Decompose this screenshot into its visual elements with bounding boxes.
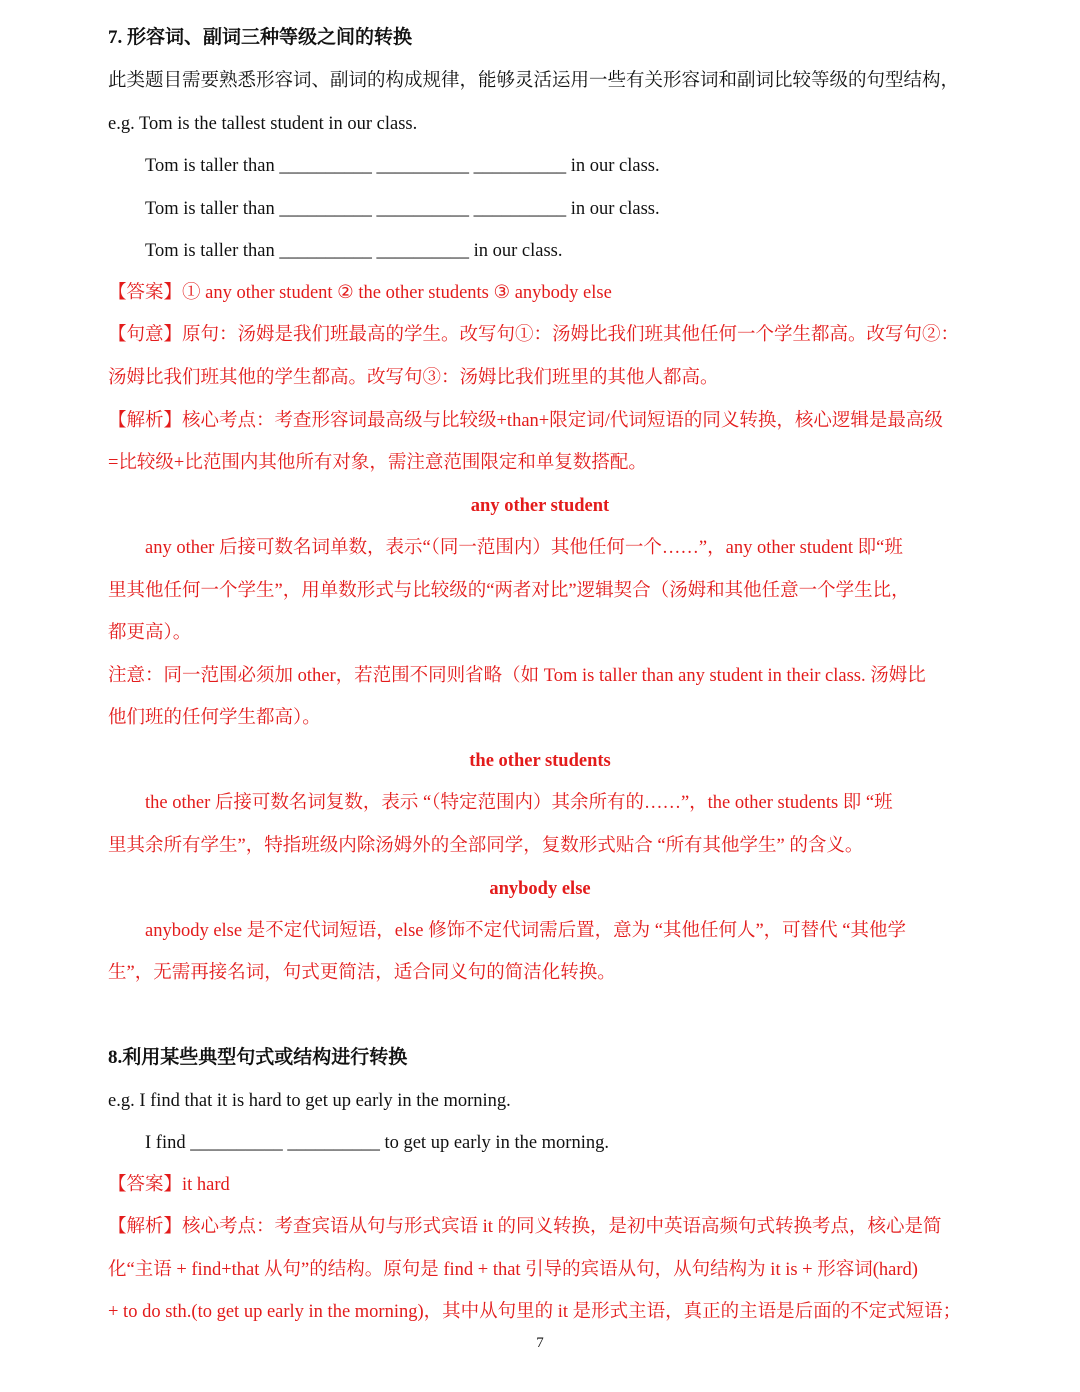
section-7-meaning-line-2: 汤姆比我们班其他的学生都高。改写句③：汤姆比我们班里的其他人都高。 — [108, 368, 719, 388]
note-line-1: 注意：同一范围必须加 other，若范围不同则省略（如 Tom is taller than any student in their class. 汤姆比 — [108, 666, 926, 686]
page-number: 7 — [536, 1335, 544, 1351]
any-other-paragraph-line-2: 里其他任何一个学生”，用单数形式与比较级的“两者对比”逻辑契合（汤姆和其他任意一个学生比， — [108, 581, 910, 601]
any-other-paragraph-line-1: any other 后接可数名词单数，表示“（同一范围内）其他任何一个……”，any other student 即“班 — [145, 538, 903, 558]
section-7-example: e.g. Tom is the tallest student in our class. — [108, 114, 418, 134]
anybody-else-paragraph-line-2: 生”，无需再接名词，句式更简洁，适合同义句的简洁化转换。 — [108, 963, 616, 983]
note-line-2: 他们班的任何学生都高）。 — [108, 708, 321, 728]
anybody-else-paragraph-line-1: anybody else 是不定代词短语，else 修饰不定代词需后置，意为 “其他任何人”，可替代 “其他学 — [145, 921, 906, 941]
section-7-answer: 【答案】① any other student ② the other students ③ anybody else — [108, 283, 612, 303]
section-7-analysis-line-2: =比较级+比范围内其他所有对象，需注意范围限定和单复数搭配。 — [108, 453, 647, 473]
any-other-paragraph-line-3: 都更高）。 — [108, 623, 192, 643]
section-8-example: e.g. I find that it is hard to get up early in the morning. — [108, 1091, 511, 1111]
subheading-anybody-else: anybody else — [489, 879, 591, 899]
the-other-paragraph-line-2: 里其余所有学生”，特指班级内除汤姆外的全部同学，复数形式贴合 “所有其他学生” 的含义。 — [108, 836, 864, 856]
section-8-analysis-line-2: 化“主语 + find+that 从句”的结构。原句是 find + that 引导的宾语从句，从句结构为 it is + 形容词(hard) — [108, 1260, 918, 1280]
the-other-paragraph-line-1: the other 后接可数名词复数，表示 “（特定范围内）其余所有的……”，the other students 即 “班 — [145, 793, 893, 813]
section-7-heading: 7. 形容词、副词三种等级之间的转换 — [108, 27, 413, 48]
section-8-blank-sentence: I find __________ __________ to get up early in the morning. — [145, 1133, 609, 1153]
section-8-answer: 【答案】it hard — [108, 1175, 230, 1195]
section-8-analysis-line-3: + to do sth.(to get up early in the morning)，其中从句里的 it 是形式主语，真正的主语是后面的不定式短语； — [108, 1302, 962, 1322]
section-8-heading: 8.利用某些典型句式或结构进行转换 — [108, 1047, 408, 1068]
section-8-analysis-line-1: 【解析】核心考点：考查宾语从句与形式宾语 it 的同义转换，是初中英语高频句式转换考点，核心是简 — [108, 1217, 942, 1237]
subheading-any-other-student: any other student — [470, 496, 610, 516]
subheading-the-other-students: the other students — [469, 751, 611, 771]
blank-sentence-2: Tom is taller than __________ __________ __________ in our class. — [145, 199, 660, 219]
blank-sentence-3: Tom is taller than __________ __________ in our class. — [145, 241, 563, 261]
section-7-analysis-line-1: 【解析】核心考点：考查形容词最高级与比较级+than+限定词/代词短语的同义转换，核心逻辑是最高级 — [108, 411, 943, 431]
section-7-intro: 此类题目需要熟悉形容词、副词的构成规律，能够灵活运用一些有关形容词和副词比较等级的句型结构， — [108, 71, 960, 91]
section-7-meaning-line-1: 【句意】原句：汤姆是我们班最高的学生。改写句①：汤姆比我们班其他任何一个学生都高。改写句②： — [108, 325, 960, 345]
blank-sentence-1: Tom is taller than __________ __________ __________ in our class. — [145, 156, 660, 176]
